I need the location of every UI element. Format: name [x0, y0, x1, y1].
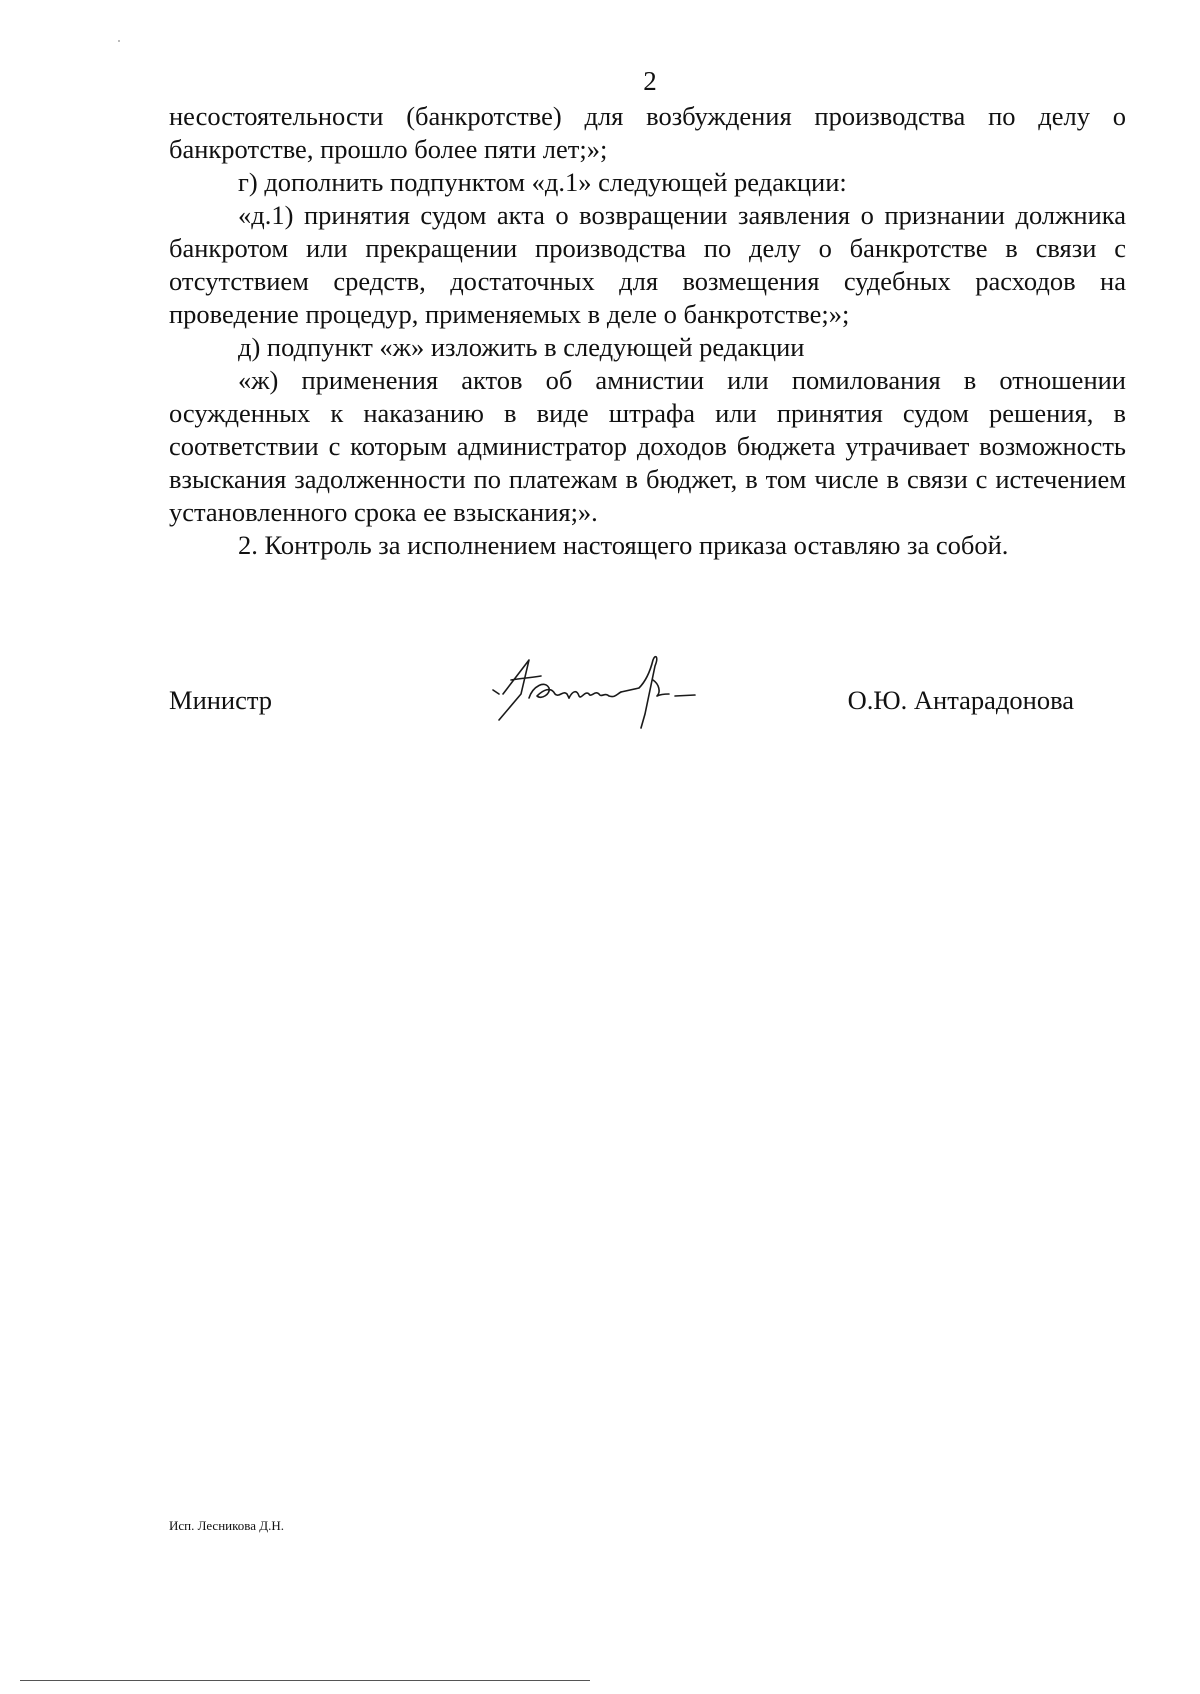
paragraph-subitem-d: д) подпункт «ж» изложить в следующей редакции	[238, 332, 805, 362]
page-number: 2	[643, 66, 657, 96]
paragraph-control-clause: 2. Контроль за исполнением настоящего приказа оставляю за собой.	[238, 530, 1009, 560]
signatory-name: О.Ю. Антарадонова	[847, 685, 1074, 715]
signatory-position: Министр	[169, 685, 273, 715]
signature-block	[169, 650, 1126, 740]
paragraph-subitem-zh: «ж) применения актов об амнистии или помилования в отношении осужденных к наказанию в виде штрафа или принятия судом решения, в соответствии с которым администратор доходов бюджета утрачивает возможность взыскания задолженности по платежам в бюджет, в том числе в связи с истечением установленного срока ее взыскания;».	[169, 365, 1126, 527]
bottom-rule	[20, 1680, 590, 1681]
paragraph-continuation: несостоятельности (банкротстве) для возбуждения производства по делу о банкротстве, прошло более пяти лет;»;	[169, 101, 1126, 164]
handwritten-signature	[489, 650, 729, 735]
document-body	[169, 100, 1126, 562]
scan-speck	[118, 40, 120, 42]
executor-note: Исп. Лесникова Д.Н.	[169, 1518, 285, 1533]
paragraph-subitem-d1: «д.1) принятия судом акта о возвращении заявления о признании должника банкротом или прекращении производства по делу о банкротстве в связи с отсутствием средств, достаточных для возмещения судебных расходов на проведение процедур, применяемых в деле о банкротстве;»;	[169, 200, 1126, 329]
paragraph-subitem-g: г) дополнить подпунктом «д.1» следующей редакции:	[238, 167, 847, 197]
